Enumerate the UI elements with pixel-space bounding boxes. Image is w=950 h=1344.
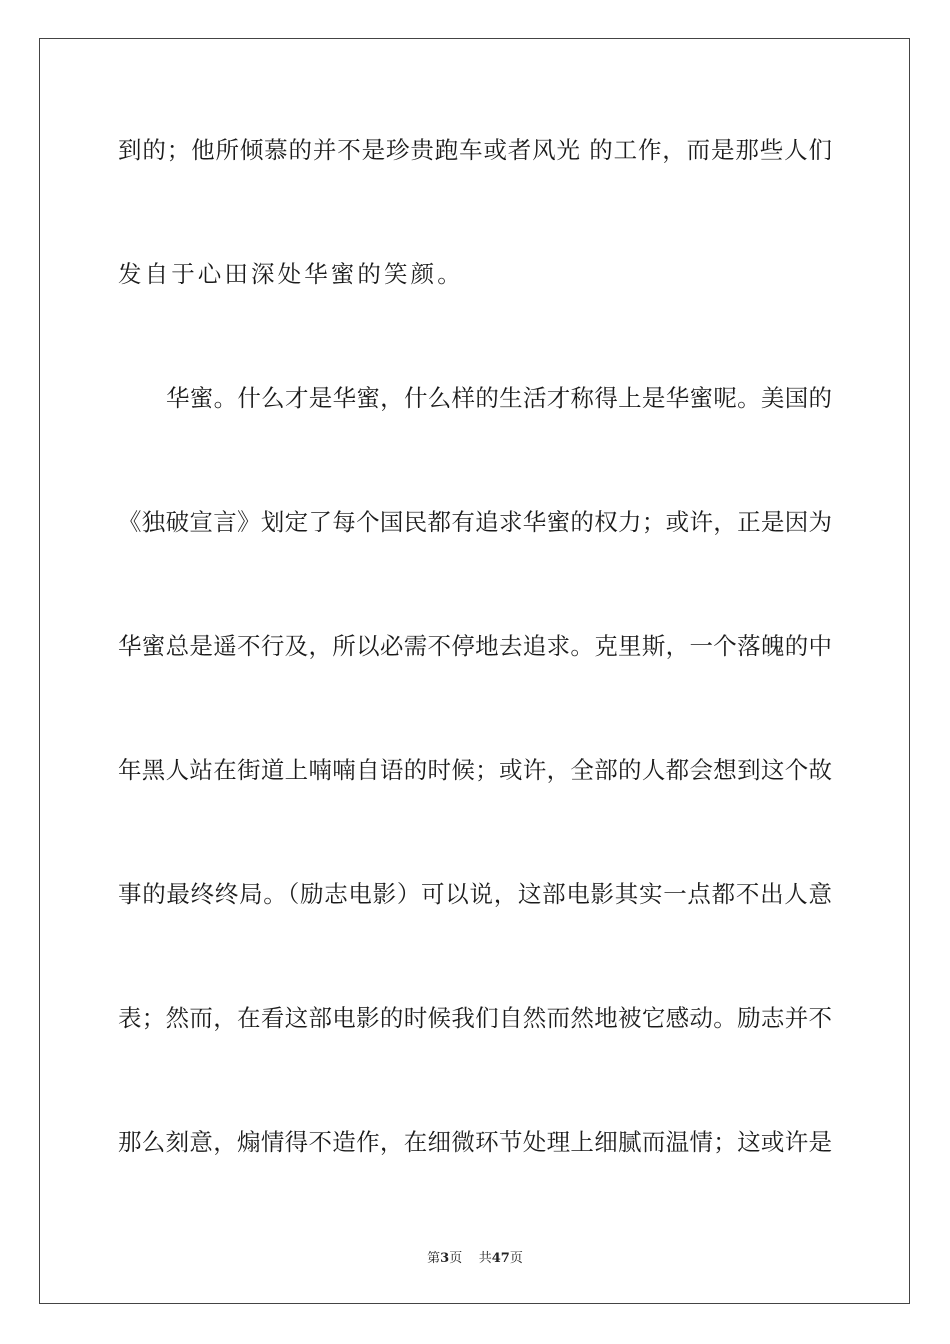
text-line-1: 到的；他所倾慕的并不是珍贵跑车或者风光 的工作，而是那些人们 xyxy=(118,136,832,164)
text-line-2: 发自于心田深处华蜜的笑颜。 xyxy=(118,260,464,288)
text-line-4: 《独破宣言》划定了每个国民都有追求华蜜的权力；或许，正是因为 xyxy=(118,508,832,536)
text-line-5: 华蜜总是遥不行及，所以必需不停地去追求。克里斯，一个落魄的中 xyxy=(118,632,832,660)
text-line-6: 年黑人站在街道上喃喃自语的时候；或许，全部的人都会想到这个故 xyxy=(118,756,832,784)
footer-suffix: 页 xyxy=(509,1251,523,1266)
text-line-3: 华蜜。什么才是华蜜，什么样的生活才称得上是华蜜呢。美国的 xyxy=(166,384,832,412)
footer-total-pages: 47 xyxy=(491,1251,510,1266)
footer-prefix: 第 xyxy=(427,1251,441,1266)
footer-page-number: 3 xyxy=(440,1251,450,1266)
page-border xyxy=(39,38,910,1304)
footer-middle: 页 共 xyxy=(449,1251,492,1266)
page-footer xyxy=(0,1247,950,1266)
text-line-9: 那么刻意，煽情得不造作，在细微环节处理上细腻而温情；这或许是 xyxy=(118,1128,832,1156)
text-line-7: 事的最终终局。（励志电影）可以说，这部电影其实一点都不出人意 xyxy=(118,880,832,908)
text-line-8: 表；然而，在看这部电影的时候我们自然而然地被它感动。励志并不 xyxy=(118,1004,832,1032)
